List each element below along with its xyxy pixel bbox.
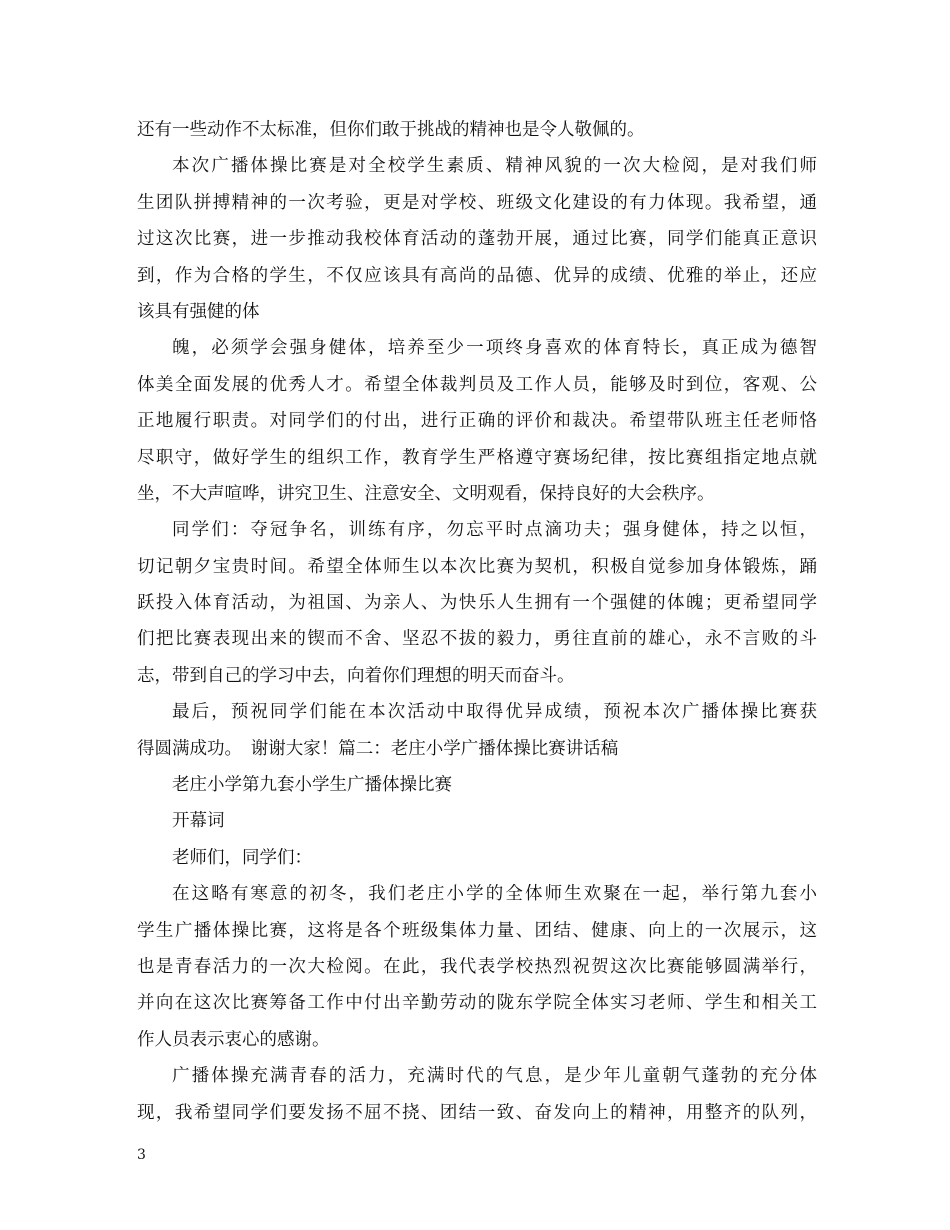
text-line: 切记朝夕宝贵时间。希望全体师生以本次比赛为契机，积极自觉参加身体锻炼，踊: [137, 556, 817, 577]
text-line: 开幕词: [172, 811, 225, 832]
text-line: 得圆满成功。 谢谢大家！篇二：老庄小学广播体操比赛讲话稿: [137, 738, 619, 759]
text-line: 学生广播体操比赛，这将是各个班级集体力量、团结、健康、向上的一次展示，这: [137, 920, 817, 941]
page-number: 3: [137, 1147, 146, 1163]
text-line: 到，作为合格的学生，不仅应该具有高尚的品德、优异的成绩、优雅的举止，还应: [137, 265, 817, 286]
text-line: 志，带到自己的学习中去，向着你们理想的明天而奋斗。: [137, 665, 575, 686]
text-line: 在这略有寒意的初冬，我们老庄小学的全体师生欢聚在一起，举行第九套小: [172, 884, 817, 905]
text-line: 广播体操充满青春的活力，充满时代的气息，是少年儿童朝气蓬勃的充分体: [172, 1066, 817, 1087]
text-line: 魄，必须学会强身健体，培养至少一项终身喜欢的体育特长，真正成为德智: [172, 338, 817, 359]
text-line: 老庄小学第九套小学生广播体操比赛: [172, 775, 452, 796]
text-line: 正地履行职责。对同学们的付出，进行正确的评价和裁决。希望带队班主任老师恪: [137, 411, 817, 432]
text-line: 过这次比赛，进一步推动我校体育活动的蓬勃开展，通过比赛，同学们能真正意识: [137, 229, 817, 250]
text-line: 们把比赛表现出来的锲而不舍、坚忍不拔的毅力，勇往直前的雄心，永不言败的斗: [137, 629, 817, 650]
text-line: 最后，预祝同学们能在本次活动中取得优异成绩，预祝本次广播体操比赛获: [172, 702, 817, 723]
text-line: 坐，不大声喧哗，讲究卫生、注意安全、文明观看，保持良好的大会秩序。: [137, 483, 715, 504]
text-line: 生团队拼搏精神的一次考验，更是对学校、班级文化建设的有力体现。我希望，通: [137, 192, 817, 213]
text-line: 跃投入体育活动，为祖国、为亲人、为快乐人生拥有一个强健的体魄；更希望同学: [137, 593, 817, 614]
text-line: 同学们：夺冠争名，训练有序，勿忘平时点滴功夫；强身健体，持之以恒，: [172, 520, 817, 541]
text-line: 体美全面发展的优秀人才。希望全体裁判员及工作人员，能够及时到位，客观、公: [137, 374, 817, 395]
text-line: 本次广播体操比赛是对全校学生素质、精神风貌的一次大检阅，是对我们师: [172, 156, 817, 177]
text-line: 现，我希望同学们要发扬不屈不挠、团结一致、奋发向上的精神，用整齐的队列，: [137, 1102, 817, 1123]
text-line: 还有一些动作不太标准，但你们敢于挑战的精神也是令人敬佩的。: [137, 120, 645, 140]
document-body: [137, 112, 817, 1131]
text-line: 作人员表示衷心的感谢。: [137, 1029, 330, 1050]
text-line: 该具有强健的体: [137, 301, 260, 322]
text-line: 尽职守，做好学生的组织工作，教育学生严格遵守赛场纪律，按比赛组指定地点就: [137, 447, 817, 468]
text-line: 也是青春活力的一次大检阅。在此，我代表学校热烈祝贺这次比赛能够圆满举行，: [137, 956, 817, 977]
text-line: 老师们，同学们：: [172, 847, 312, 868]
text-line: 并向在这次比赛筹备工作中付出辛勤劳动的陇东学院全体实习老师、学生和相关工: [137, 993, 817, 1014]
